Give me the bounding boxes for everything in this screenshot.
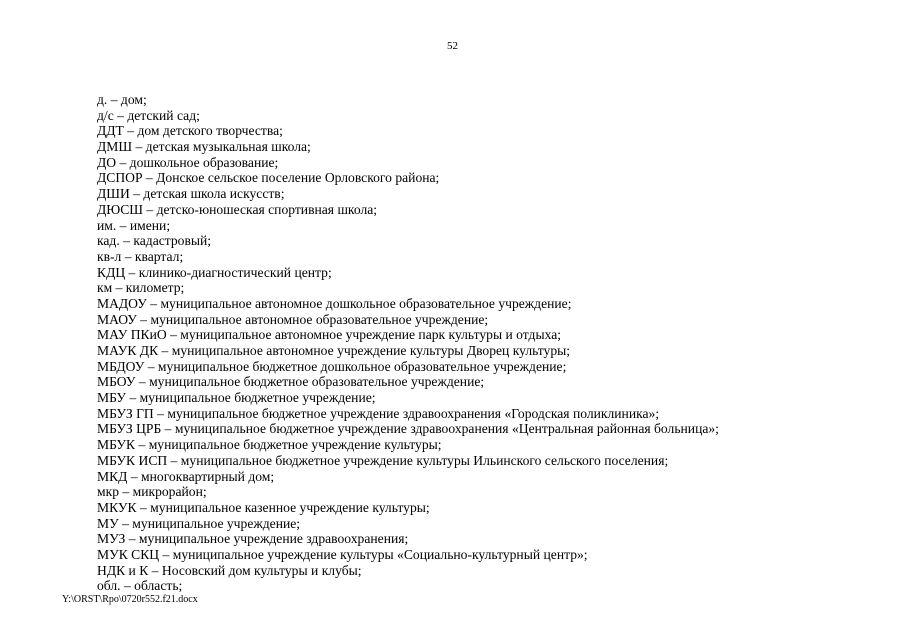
list-item: МУЗ – муниципальное учреждение здравоохранения; bbox=[97, 531, 409, 547]
page-number: 52 bbox=[447, 40, 458, 52]
list-item: ДМШ – детская музыкальная школа; bbox=[97, 139, 311, 155]
list-item: МУК СКЦ – муниципальное учреждение культуры «Социально-культурный центр»; bbox=[97, 546, 588, 562]
list-item: МБУК – муниципальное бюджетное учреждение культуры; bbox=[97, 437, 442, 453]
list-item: обл. – область; bbox=[97, 578, 183, 594]
list-item: МАУК ДК – муниципальное автономное учреждение культуры Дворец культуры; bbox=[97, 343, 571, 358]
list-item: МУ – муниципальное учреждение; bbox=[97, 515, 301, 531]
list-item: мкр – микрорайон; bbox=[97, 484, 207, 500]
list-item: МБУЗ ЦРБ – муниципальное бюджетное учреждение здравоохранения «Центральная районная больница»; bbox=[97, 421, 719, 437]
list-item: МБДОУ – муниципальное бюджетное дошкольное образовательное учреждение; bbox=[97, 358, 567, 374]
list-item: МБОУ – муниципальное бюджетное образовательное учреждение; bbox=[97, 374, 485, 390]
list-item: км – километр; bbox=[97, 280, 185, 296]
list-item: МАУ ПКиО – муниципальное автономное учреждение парк культуры и отдыха; bbox=[97, 327, 562, 343]
list-item: МКУК – муниципальное казенное учреждение культуры; bbox=[97, 499, 430, 515]
list-item: д. – дом; bbox=[97, 92, 147, 107]
list-item: КДЦ – клинико-диагностический центр; bbox=[97, 264, 332, 280]
list-item: им. – имени; bbox=[97, 217, 171, 233]
list-item: МКД – многоквартирный дом; bbox=[97, 468, 275, 484]
list-item: МБУ – муниципальное бюджетное учреждение; bbox=[97, 390, 376, 406]
list-item: кад. – кадастровый; bbox=[97, 233, 212, 249]
list-item: МБУЗ ГП – муниципальное бюджетное учреждение здравоохранения «Городская поликлиника»; bbox=[97, 405, 660, 421]
list-item: МБУК ИСП – муниципальное бюджетное учреждение культуры Ильинского сельского поселения; bbox=[97, 452, 669, 468]
list-item: МАОУ – муниципальное автономное образовательное учреждение; bbox=[97, 311, 489, 327]
list-item: кв-л – квартал; bbox=[97, 248, 184, 264]
list-item: ДЮСШ – детско-юношеская спортивная школа; bbox=[97, 201, 378, 217]
list-item: МАДОУ – муниципальное автономное дошкольное образовательное учреждение; bbox=[97, 295, 572, 311]
list-item: ДСПОР – Донское сельское поселение Орловского района; bbox=[97, 170, 440, 186]
file-path-footer: Y:\ORST\Rpo\0720r552.f21.docx bbox=[62, 594, 198, 605]
list-item: ДО – дошкольное образование; bbox=[97, 154, 279, 170]
abbreviation-list bbox=[97, 92, 877, 594]
list-item: ДШИ – детская школа искусств; bbox=[97, 186, 285, 202]
list-item: ДДТ – дом детского творчества; bbox=[97, 123, 283, 139]
list-item: д/с – детский сад; bbox=[97, 107, 200, 123]
list-item: НДК и К – Носовский дом культуры и клубы; bbox=[97, 562, 362, 578]
